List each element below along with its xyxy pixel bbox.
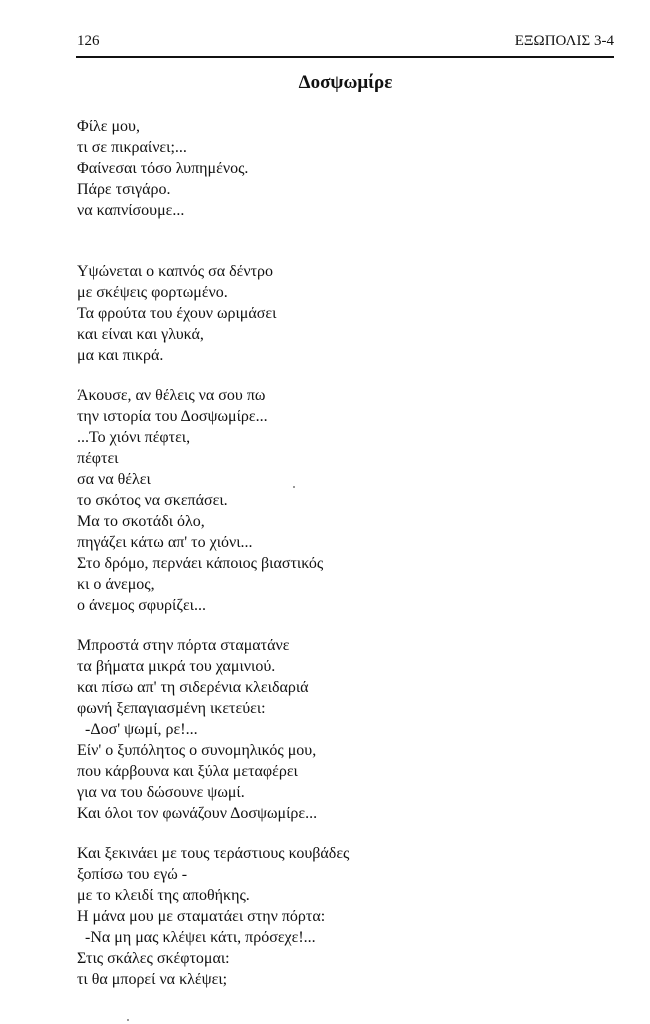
poem-line: την ιστορία του Δοσψωμίρε...: [77, 408, 268, 425]
poem-line: κι ο άνεμος,: [77, 576, 155, 593]
poem-line: πέφτει: [77, 450, 119, 467]
journal-title: ΕΞΩΠΟΛΙΣ 3-4: [514, 33, 614, 49]
poem-line: Φίλε μου,: [77, 118, 140, 135]
poem-line: σα να θέλει: [77, 471, 151, 488]
poem-line: και πίσω απ' τη σιδερένια κλειδαριά: [77, 679, 309, 696]
stanza-3: [77, 385, 597, 616]
stanza-gap: [77, 221, 597, 261]
poem-line: Μα το σκοτάδι όλο,: [77, 513, 205, 530]
poem-line: Πάρε τσιγάρο.: [77, 181, 171, 198]
poem-line: Και ξεκινάει με τους τεράστιους κουβάδες: [77, 845, 350, 862]
scan-speck: [127, 1019, 129, 1021]
poem-line: Άκουσε, αν θέλεις να σου πω: [77, 387, 266, 404]
poem-line: τι θα μπορεί να κλέψει;: [77, 971, 228, 988]
poem-line: Υψώνεται ο καπνός σα δέντρο: [77, 263, 274, 280]
stanza-gap: [77, 616, 597, 635]
poem-line: για να του δώσουνε ψωμί.: [77, 784, 245, 801]
stanza-4: [77, 635, 597, 824]
scan-speck: [293, 486, 295, 488]
poem-line: Και όλοι τον φωνάζουν Δοσψωμίρε...: [77, 805, 318, 822]
poem-line: Μπροστά στην πόρτα σταματάνε: [77, 637, 290, 654]
poem-line: -Να μη μας κλέψει κάτι, πρόσεχε!...: [77, 929, 316, 946]
poem-line: Τα φρούτα του έχουν ωριμάσει: [77, 305, 277, 322]
page-number: 126: [77, 33, 100, 49]
poem-line: τι σε πικραίνει;...: [77, 139, 187, 156]
stanza-2: [77, 261, 597, 366]
poem-line: να καπνίσουμε...: [77, 202, 185, 219]
stanza-5: [77, 843, 597, 990]
poem-line: που κάρβουνα και ξύλα μεταφέρει: [77, 763, 298, 780]
poem-line: ο άνεμος σφυρίζει...: [77, 597, 206, 614]
poem-line: το σκότος να σκεπάσει.: [77, 492, 228, 509]
poem-line: με το κλειδί της αποθήκης.: [77, 887, 250, 904]
poem-line: τα βήματα μικρά του χαμινιού.: [77, 658, 276, 675]
stanza-1: [77, 116, 597, 221]
poem-line: Είν' ο ξυπόλητος ο συνομηλικός μου,: [77, 742, 317, 759]
poem-line: Στο δρόμο, περνάει κάποιος βιαστικός: [77, 555, 324, 572]
poem-line: ...Το χιόνι πέφτει,: [77, 429, 191, 446]
stanza-gap: [77, 824, 597, 843]
poem-line: -Δοσ' ψωμί, ρε!...: [77, 721, 198, 738]
poem-line: και είναι και γλυκά,: [77, 326, 204, 343]
poem-line: Στις σκάλες σκέφτομαι:: [77, 950, 230, 967]
poem-line: φωνή ξεπαγιασμένη ικετεύει:: [77, 700, 266, 717]
poem-line: ξοπίσω του εγώ -: [77, 866, 188, 883]
running-header: [77, 33, 614, 55]
stanza-gap: [77, 366, 597, 385]
poem-line: πηγάζει κάτω απ' το χιόνι...: [77, 534, 253, 551]
poem-line: Φαίνεσαι τόσο λυπημένος.: [77, 160, 249, 177]
poem-line: με σκέψεις φορτωμένο.: [77, 284, 228, 301]
poem-title: Δοσψωμίρε: [298, 72, 393, 93]
poem-body: [77, 116, 597, 990]
poem-line: μα και πικρά.: [77, 347, 164, 364]
poem-line: Η μάνα μου με σταματάει στην πόρτα:: [77, 908, 326, 925]
header-rule: [76, 56, 614, 58]
